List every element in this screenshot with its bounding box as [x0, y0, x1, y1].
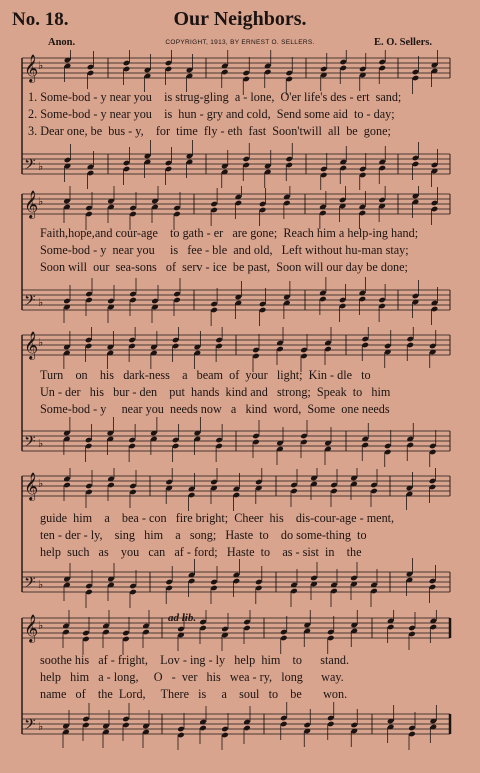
treble-clef-icon: 𝄞 [24, 54, 39, 82]
lyric-line: Turn on his dark-ness a beam of your light; Kin - dle to [40, 368, 371, 382]
flat-icon: ♭ [38, 720, 44, 733]
copyright-notice: COPYRIGHT, 1913, BY ERNEST O. SELLERS. [165, 39, 315, 46]
lyric-line: guide him a bea - con fire bright; Cheer his dis-cour-age - ment, [40, 511, 395, 525]
flat-icon: ♭ [38, 437, 44, 450]
treble-clef-icon: 𝄞 [24, 614, 39, 642]
lyric-line: help such as you can af - ford; Haste to as - sist in the [40, 545, 362, 559]
treble-staff [22, 327, 450, 372]
treble-clef-icon: 𝄞 [24, 472, 39, 500]
bass-staff [22, 417, 450, 467]
lyric-line: 2. Some-bod - y near you is hun - gry and cold, Send some aid to - day; [28, 107, 395, 121]
bass-staff [22, 140, 450, 190]
hymn-number: No. 18. [12, 9, 69, 30]
lyric-line: name of the Lord, There is a soul to be won. [40, 687, 348, 701]
bass-clef-icon: 𝄢 [24, 574, 36, 595]
flat-icon: ♭ [38, 477, 44, 490]
bass-clef-icon: 𝄢 [24, 156, 36, 177]
bass-staff [22, 702, 450, 750]
lyric-line: 1. Some-bod - y near you is strug-gling a - lone, O'er life's des - ert sand; [28, 90, 402, 104]
lyric-line: Some-bod - y near you needs now a kind word, Some one needs [40, 402, 390, 416]
bass-clef-icon: 𝄢 [24, 716, 36, 737]
lyric-line: 3. Dear one, be bus - y, for time fly - eth fast Soon'twill all be gone; [28, 124, 391, 138]
flat-icon: ♭ [38, 296, 44, 309]
bass-staff [22, 558, 450, 608]
bass-clef-icon: 𝄢 [24, 433, 36, 454]
lyric-line: soothe his af - fright, Lov - ing - ly help him to stand. [40, 653, 350, 667]
treble-clef-icon: 𝄞 [24, 331, 39, 359]
flat-icon: ♭ [38, 160, 44, 173]
treble-staff [22, 468, 450, 511]
composer-credit: E. O. Sellers. [373, 37, 432, 48]
lyric-line: Soon will our sea-sons of serv - ice be past, Soon will our day be done; [40, 260, 408, 274]
treble-staff [22, 50, 450, 95]
lyric-line: Some-bod - y near you is fee - ble and old, Left without hu-man stay; [40, 243, 409, 257]
bass-clef-icon: 𝄢 [24, 292, 36, 313]
lyricist-credit: Anon. [48, 37, 76, 48]
flat-icon: ♭ [38, 578, 44, 591]
flat-icon: ♭ [38, 195, 44, 208]
lyric-line: Faith,hope,and cour-age to gath - er are gone; Reach him a help-ing hand; [40, 226, 419, 240]
hymn-header [0, 0, 480, 52]
flat-icon: ♭ [38, 336, 44, 349]
bass-staff [22, 277, 450, 326]
flat-icon: ♭ [38, 59, 44, 72]
ad-lib-marking: ad lib. [168, 612, 197, 624]
hymn-title: Our Neighbors. [173, 8, 307, 30]
lyric-line: Un - der his bur - den put hands kind and strong; Speak to him [40, 385, 391, 399]
treble-staff [22, 186, 450, 230]
treble-clef-icon: 𝄞 [24, 190, 39, 218]
lyric-line: ten - der - ly, sing him a song; Haste to do some-thing to [40, 528, 367, 542]
lyric-line: help him a - long, O - ver his wea - ry, long way. [40, 670, 344, 684]
treble-staff [22, 610, 450, 655]
flat-icon: ♭ [38, 619, 44, 632]
